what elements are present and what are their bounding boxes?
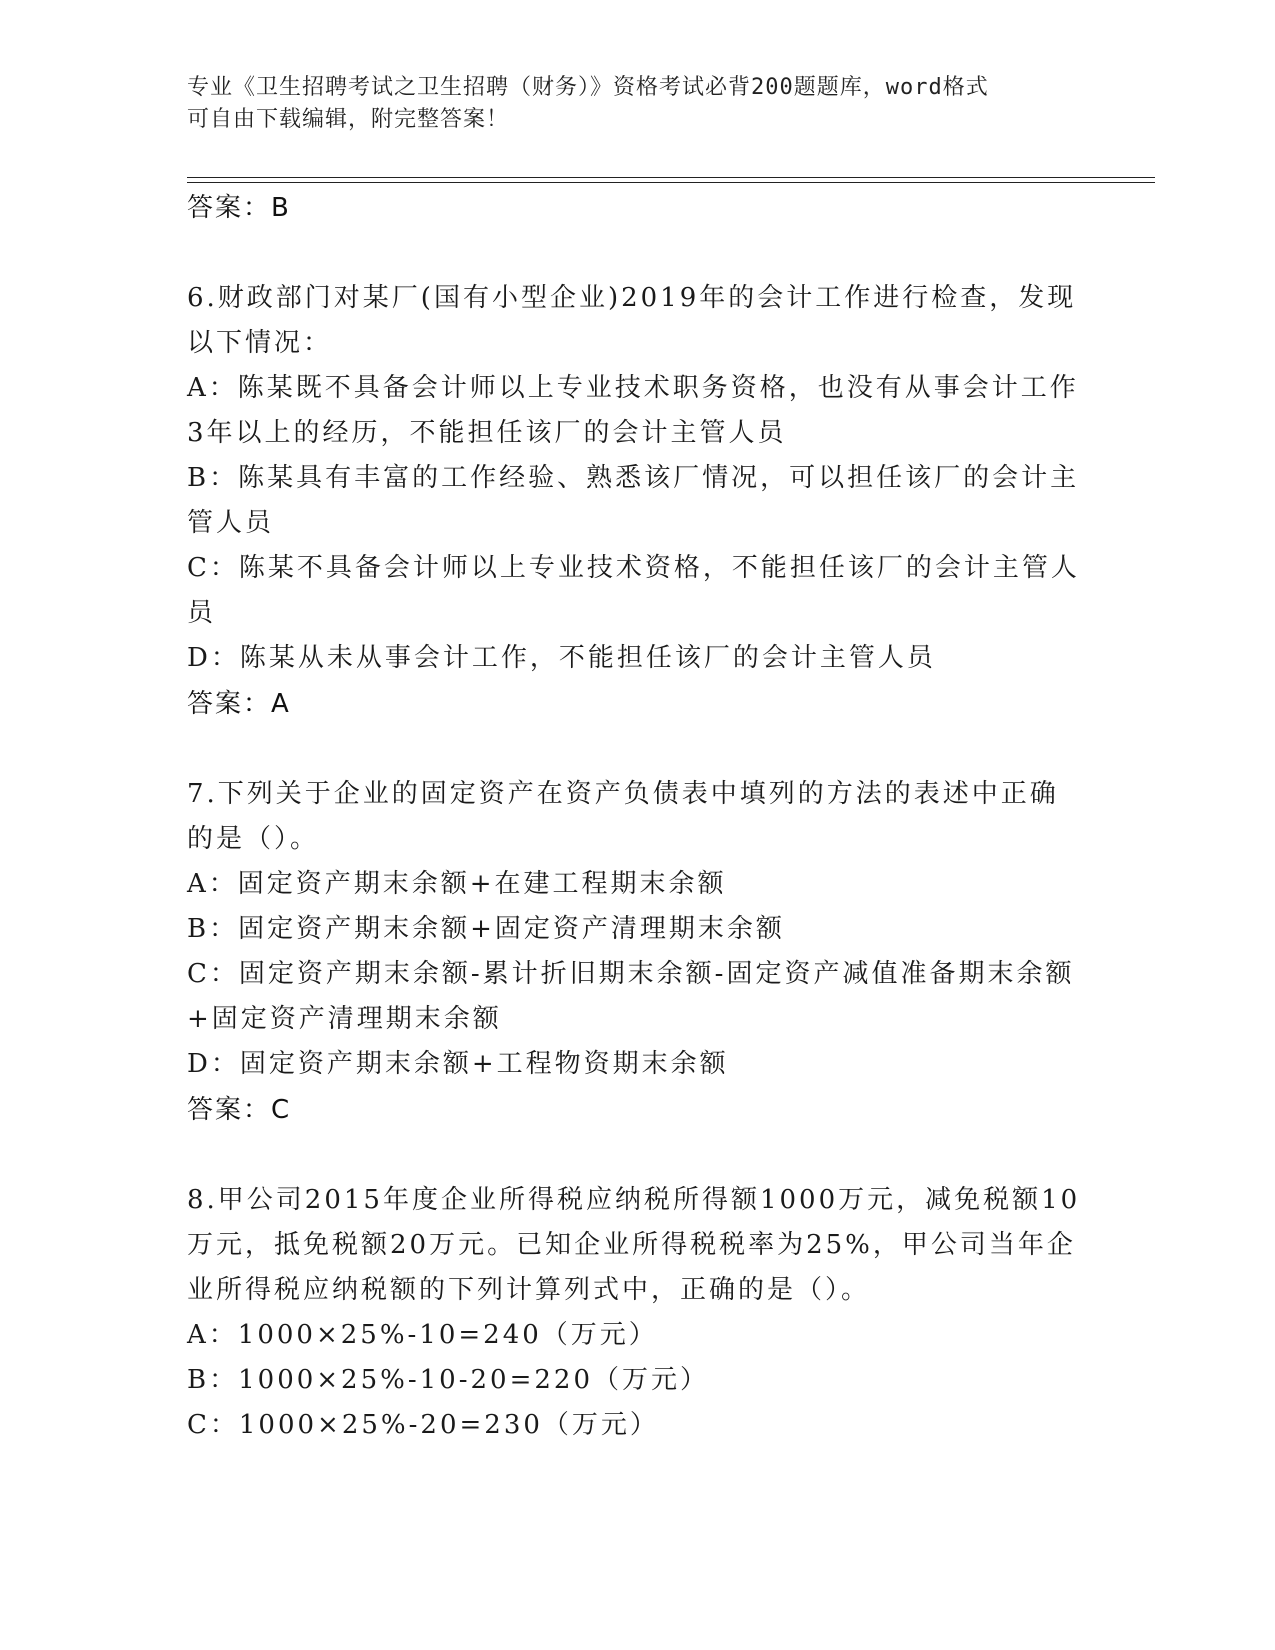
option-b: B：固定资产期末余额+固定资产清理期末余额 [187,914,785,944]
question-text: 6.财政部门对某厂(国有小型企业)2019年的会计工作进行检查，发现以下情况： [187,283,1077,358]
option-d: D：固定资产期末余额+工程物资期末余额 [187,1049,729,1079]
answer-line: 答案：A [187,689,291,719]
question-text: 7.下列关于企业的固定资产在资产负债表中填列的方法的表述中正确的是（）。 [187,779,1059,854]
answer-line: 答案：C [187,1095,292,1125]
option-a: A：固定资产期末余额+在建工程期末余额 [187,869,727,899]
option-c: C：陈某不具备会计师以上专业技术资格，不能担任该厂的会计主管人员 [187,553,1080,628]
header-rule-top [187,177,1155,178]
option-c: C：1000×25%-20=230（万元） [187,1410,659,1440]
question-7 [187,772,1087,1133]
option-b: B：1000×25%-10-20=220（万元） [187,1365,709,1395]
option-d: D：陈某从未从事会计工作，不能担任该厂的会计主管人员 [187,643,936,673]
previous-question-tail [187,185,1087,231]
answer-line: 答案：B [187,193,291,223]
page-header [187,72,1067,136]
header-line-1: 专业《卫生招聘考试之卫生招聘（财务）》资格考试必背200题题库，word格式 [187,75,989,100]
option-c: C：固定资产期末余额-累计折旧期末余额-固定资产减值准备期末余额+固定资产清理期末余额 [187,959,1075,1034]
header-line-2: 可自由下载编辑，附完整答案！ [187,107,510,132]
option-b: B：陈某具有丰富的工作经验、熟悉该厂情况，可以担任该厂的会计主管人员 [187,463,1080,538]
header-rule-bottom [187,182,1155,183]
option-a: A：1000×25%-10=240（万元） [187,1320,658,1350]
question-text: 8.甲公司2015年度企业所得税应纳税所得额1000万元，减免税额10万元，抵免税额20万元。已知企业所得税税率为25%，甲公司当年企业所得税应纳税额的下列计算列式中，正确的是（）。 [187,1185,1081,1305]
option-a: A：陈某既不具备会计师以上专业技术职务资格，也没有从事会计工作3年以上的经历，不能担任该厂的会计主管人员 [187,373,1079,448]
question-6 [187,276,1087,727]
question-8 [187,1178,1087,1448]
document-body [187,185,1087,1448]
